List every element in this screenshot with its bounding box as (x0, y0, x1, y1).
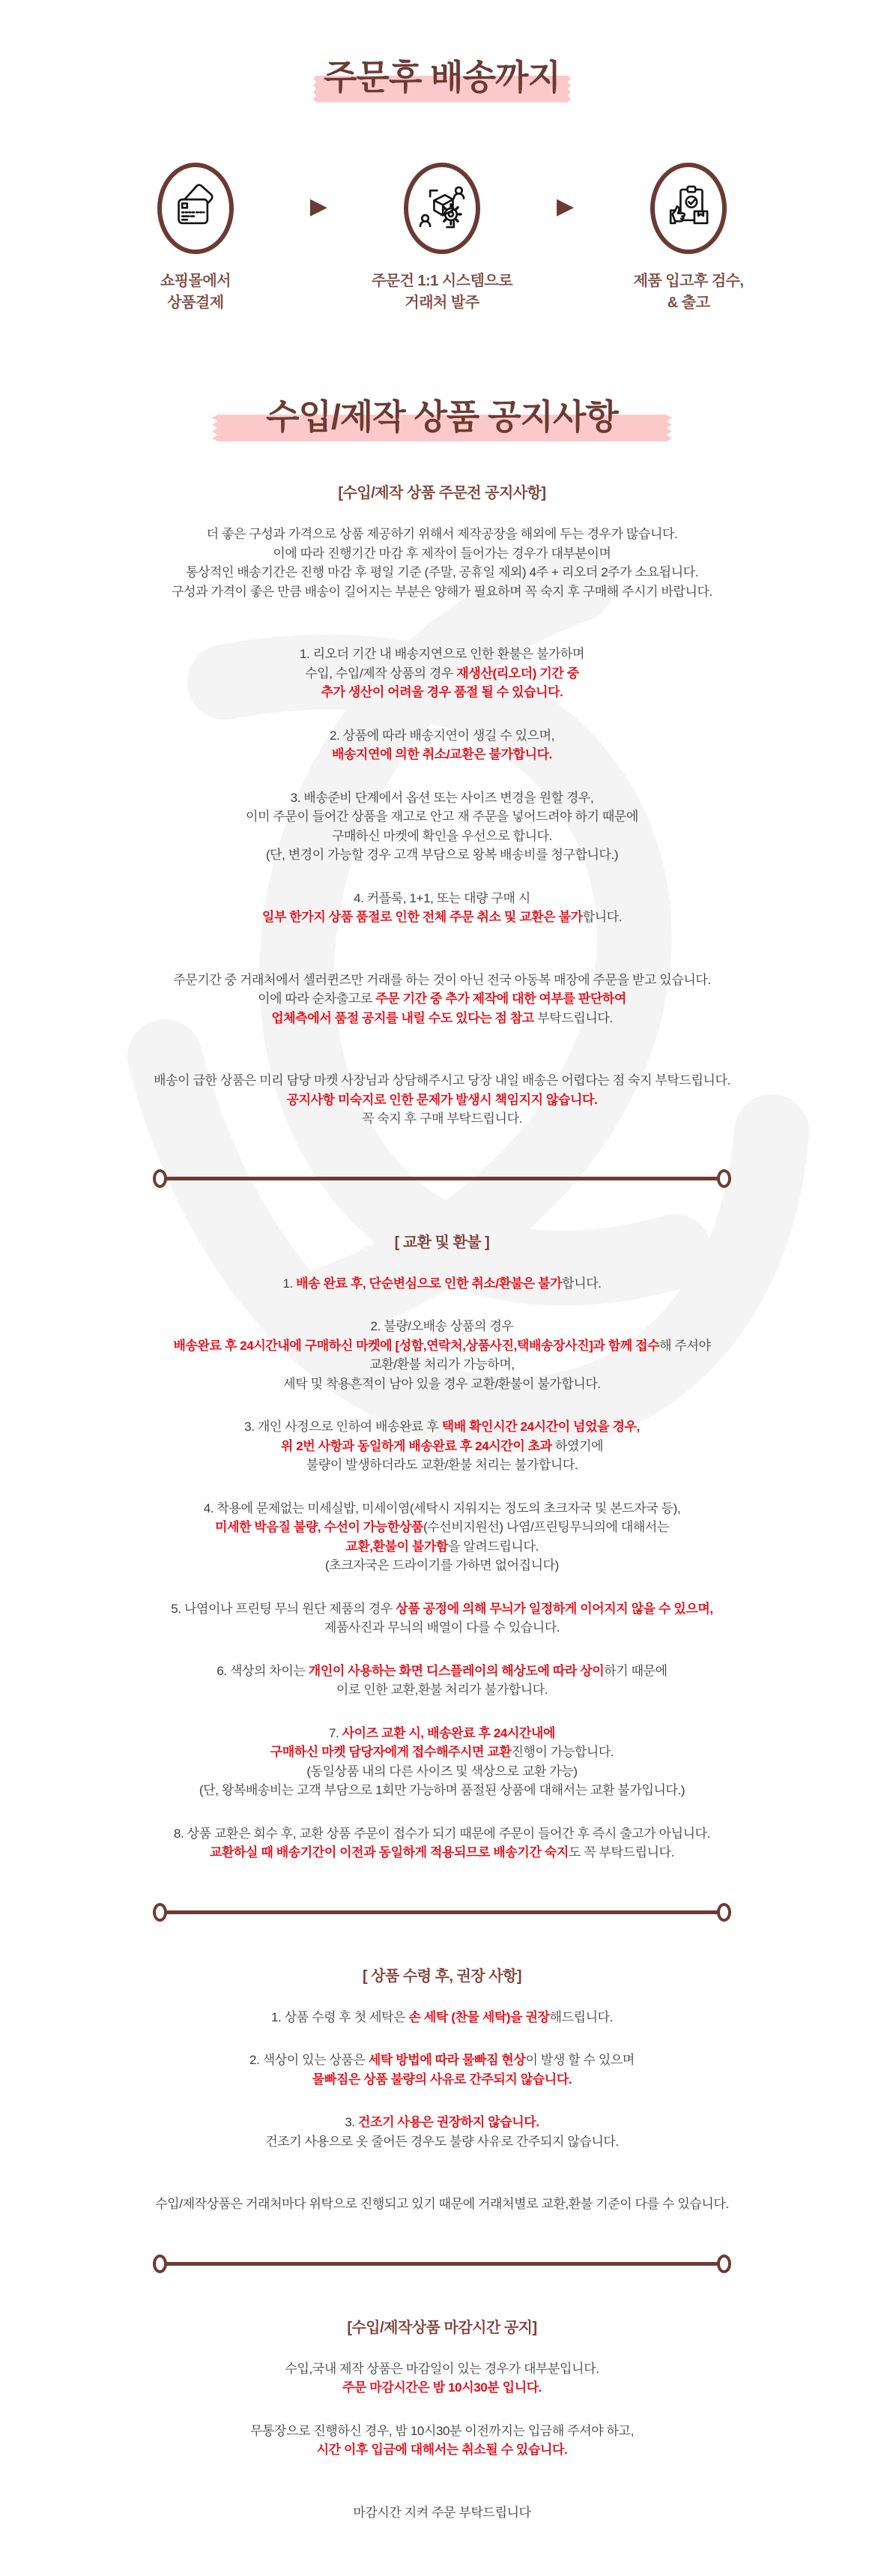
notice-text-segment: 2. 불량/오배송 상품의 경우 (370, 1319, 514, 1334)
notice-text-segment: (동일상품 내의 다른 사이즈 및 색상으로 교환 가능) (306, 1764, 578, 1779)
process-step-label-line: 주문건 1:1 시스템으로 (371, 272, 513, 289)
notice-line (105, 1499, 779, 1518)
notice-line (105, 2422, 779, 2441)
notice-text-segment: (초크자국은 드라이기를 가하면 없어집니다) (325, 1558, 559, 1573)
arrow-right-icon: ▶ (557, 193, 575, 219)
notice-text-segment: 교환하실 때 배송기간이 이전과 동일하게 적용되므로 배송기간 숙지 (209, 1845, 569, 1860)
notice-text-segment: 5. 나염이나 프린팅 무늬 원단 제품의 경우 (171, 1601, 396, 1616)
notice-title-row (67, 314, 817, 436)
notice-title (266, 398, 618, 436)
credit-card-icon (157, 163, 234, 254)
notice-text-segment: 진행이 가능합니다. (511, 1745, 614, 1760)
notice-text-segment: 하기 때문에 (604, 1663, 667, 1678)
notice-line (105, 2195, 779, 2214)
notice-text-segment: 손 세탁 (찬물 세탁)을 권장 (408, 2009, 550, 2024)
notice-text-segment: 사이즈 교환 시, 배송완료 후 24시간내에 (342, 1725, 556, 1740)
notice-text-segment: 개인이 사용하는 화면 디스플레이의 해상도에 따라 상이 (308, 1663, 605, 1678)
notice-line (105, 645, 779, 664)
notice-text-segment: 2. 상품에 따라 배송지연이 생길 수 있으며, (330, 728, 554, 743)
process-step-label (160, 271, 231, 314)
notice-text-segment: 8. 상품 교환은 회수 후, 교환 상품 주문이 접수가 되기 때문에 주문이 들어간 후 즉시 출고가 아닙니다. (173, 1826, 711, 1841)
notice-line (105, 1743, 779, 1762)
notice-paragraph (105, 788, 779, 865)
notice-text-segment: 수입, 수입/제작 상품의 경우 (305, 666, 457, 681)
section-heading: [수입/제작상품 마감시간 공지] (347, 2319, 537, 2336)
order-system-icon (404, 163, 480, 254)
notice-paragraph (105, 1499, 779, 1575)
notice-text-segment: 3. 배송준비 단계에서 옵션 또는 사이즈 변경을 원할 경우, (290, 790, 594, 805)
notice-line (105, 1537, 779, 1557)
notice-line (105, 726, 779, 746)
process-step-label (634, 271, 744, 314)
notice-line (105, 1556, 779, 1575)
notice-text-segment: 4. 착용에 문제없는 미세실밥, 미세이염(세탁시 지워지는 정도의 초크자국 및 본드자국 등), (203, 1500, 681, 1515)
divider-end-ring (153, 1903, 167, 1922)
notice-line (105, 1274, 779, 1294)
notice-line (105, 1091, 779, 1110)
notice-paragraph (105, 2051, 779, 2089)
divider-line (166, 2262, 718, 2266)
notice-text-segment: 시간 이후 입금에 대해서는 취소될 수 있습니다. (316, 2443, 568, 2458)
notice-text-segment: 1. 리오더 기간 내 배송지연으로 인한 환불은 불가하며 (299, 647, 585, 662)
notice-line (105, 2359, 779, 2379)
notice-text-segment: 통상적인 배송기간은 진행 마감 후 평일 기준 (주말, 공휴일 제외) 4주 + 리오더 2주가 소요됩니다. (185, 565, 699, 580)
notice-line (105, 525, 779, 544)
process-step-label (372, 271, 512, 314)
notice-text-segment: 구매하신 마켓에 확인을 우선으로 합니다. (332, 828, 552, 843)
divider-end-ring (153, 2254, 167, 2273)
notice-text-segment: 공지사항 미숙지로 인한 문제가 발생시 책임지지 않습니다. (286, 1092, 598, 1107)
notice-text-segment: 일부 한가지 상품 품절로 인한 전체 주문 취소 및 교환은 불가 (261, 910, 583, 925)
notice-paragraph (105, 2503, 779, 2523)
notice-line (105, 1375, 779, 1394)
notice-line (105, 1599, 779, 1619)
process-row (67, 163, 817, 314)
notice-text-segment: 하였기에 (555, 1438, 604, 1453)
notice-paragraph (105, 2195, 779, 2214)
notice-line (105, 807, 779, 827)
notice-text-segment: 이에 따라 진행기간 마감 후 제작이 들어가는 경우가 대부분이며 (273, 546, 611, 561)
notice-text-segment: 4. 커플룩, 1+1, 또는 대량 구매 시 (354, 890, 530, 905)
notice-line (105, 1437, 779, 1456)
notice-paragraph (105, 1599, 779, 1638)
notice-text-segment: 상품 공정에 의해 무늬가 일정하게 이어지지 않을 수 있으며, (396, 1601, 713, 1616)
section-heading: [수입/제작 상품 주문전 공지사항] (338, 485, 546, 502)
notice-line (105, 1762, 779, 1782)
inspection-icon (650, 163, 727, 254)
arrow-right-icon: ▶ (309, 193, 327, 219)
notice-text-segment: 무통장으로 진행하신 경우, 밤 10시30분 이전까지는 입금해 주셔야 하고, (249, 2423, 635, 2438)
notice-text-segment: 주문 마감시간은 밤 10시30분 입니다. (342, 2380, 542, 2395)
notice-text-segment: 주문 기간 중 추가 제작에 대한 여부를 판단하여 (375, 992, 626, 1007)
notice-text-segment: 1. 상품 수령 후 첫 세탁은 (271, 2009, 409, 2024)
notice-text-segment: 을 알려드립니다. (448, 1539, 539, 1554)
process-step-label-line: & 출고 (667, 294, 710, 311)
divider-end-ring (153, 1169, 167, 1188)
notice-paragraph (105, 889, 779, 927)
divider-end-ring (717, 2254, 731, 2273)
notice-line (105, 1618, 779, 1638)
process-step-label-line: 거래처 발주 (405, 294, 479, 311)
notice-paragraph (105, 1071, 779, 1129)
notice-line (105, 582, 779, 602)
process-step-label-line: 제품 입고후 검수, (633, 272, 744, 289)
main-title-row (67, 0, 817, 97)
notice-paragraph (105, 2113, 779, 2151)
notice-line (105, 1109, 779, 1129)
notice-line (105, 1724, 779, 1743)
notice-text-segment: 1. (282, 1276, 297, 1291)
notice-text-segment: 3. 개인 사정으로 인하여 배송완료 후 (244, 1420, 442, 1435)
notice-text-segment: 수입,국내 제작 상품은 마감일이 있는 경우가 대부분입니다. (285, 2361, 599, 2376)
notice-text-segment: 위 2번 사항과 동일하게 배송완료 후 24시간이 초과 (280, 1438, 556, 1453)
notice-paragraph (105, 1662, 779, 1700)
notice-text-segment: 배송지연에 의한 취소/교환은 불가합니다. (332, 747, 552, 762)
notice-title-text: 수입/제작 상품 공지사항 (266, 396, 618, 436)
notice-paragraph (105, 1317, 779, 1393)
notice-line (105, 989, 779, 1009)
notice-line (105, 664, 779, 684)
notice-line (105, 2378, 779, 2398)
notice-text-segment: 이로 인한 교환,환불 처리가 불가합니다. (336, 1683, 548, 1698)
section-heading: [ 상품 수령 후, 권장 사항] (362, 1967, 522, 1985)
notice-line (105, 1317, 779, 1336)
notice-paragraph (105, 1417, 779, 1475)
notice-text-segment: 교환,환불이 불가함 (345, 1539, 448, 1554)
main-title-text: 주문후 배송까지 (324, 58, 560, 97)
process-step (109, 163, 282, 314)
notice-line (105, 2440, 779, 2460)
notice-paragraph (105, 1824, 779, 1862)
notice-text-segment: 업체측에서 품절 공지를 내릴 수도 있다는 점 참고 (271, 1010, 538, 1025)
shipping-notice-page (67, 0, 817, 2520)
notice-text-segment: 해드립니다. (549, 2009, 613, 2024)
section-heading: [ 교환 및 환불 ] (394, 1234, 490, 1251)
notice-text-segment: 꼭 숙지 후 구매 부탁드립니다. (362, 1111, 522, 1126)
notice-line (105, 1456, 779, 1475)
notice-text-segment: 불량이 발생하더라도 교환/환불 처리는 불가합니다. (306, 1458, 578, 1473)
notice-text-segment: 세탁 및 착용흔적이 남아 있을 경우 교환/환불이 불가합니다. (283, 1376, 601, 1391)
notice-text-segment: (단, 왕복배송비는 고객 부담으로 1회만 가능하며 품절된 상품에 대해서는 교환 불가입니다.) (199, 1783, 685, 1798)
notice-line (105, 563, 779, 582)
notice-paragraph (105, 971, 779, 1028)
notice-line (105, 2132, 779, 2152)
notice-line (105, 1824, 779, 1844)
notice-text-segment: 수입/제작상품은 거래처마다 위탁으로 진행되고 있기 때문에 거래처별로 교환,환불 기준이 다를 수 있습니다. (155, 2197, 729, 2212)
notice-text-segment: 배송이 급한 상품은 미리 담당 마켓 사장님과 상담해주시고 당장 내일 배송은 어렵다는 점 숙지 부탁드립니다. (154, 1073, 730, 1088)
notice-content (67, 480, 817, 2576)
notice-paragraph (105, 525, 779, 601)
notice-text-segment: 이에 따라 순차출고로 (258, 992, 376, 1007)
notice-line (105, 1417, 779, 1437)
notice-text-segment: 해 주셔야 (659, 1338, 711, 1353)
notice-text-segment: 3. (345, 2115, 359, 2130)
notice-line (105, 1781, 779, 1800)
divider-line (166, 1177, 718, 1180)
notice-text-segment: 합니다. (582, 910, 623, 925)
notice-paragraph (105, 2008, 779, 2027)
section-divider (153, 2254, 731, 2273)
notice-text-segment: 추가 생산이 어려울 경우 품절 될 수 있습니다. (321, 685, 563, 700)
notice-text-segment: 구성과 가격이 좋은 만큼 배송이 길어지는 부분은 양해가 필요하며 꼭 숙지 후 구매해 주시기 바랍니다. (172, 584, 712, 599)
main-title (324, 58, 560, 97)
divider-end-ring (717, 1903, 731, 1922)
notice-text-segment: (수선비지원선) 나염/프린팅무늬의에 대해서는 (423, 1520, 669, 1535)
notice-line (105, 845, 779, 865)
notice-line (105, 889, 779, 908)
notice-text-segment: 7. (328, 1725, 342, 1740)
notice-text-segment: 교환/환불 처리가 가능하며, (369, 1357, 515, 1372)
notice-text-segment: 더 좋은 구성과 가격으로 상품 제공하기 위해서 제작공장을 해외에 두는 경우가 많습니다. (206, 527, 678, 542)
notice-text-segment: 건조기 사용으로 옷 줄어든 경우도 불량 사유로 간주되지 않습니다. (265, 2134, 619, 2149)
divider-end-ring (717, 1169, 731, 1188)
notice-line (105, 1336, 779, 1356)
notice-text-segment: 재생산(리오더) 기간 중 (456, 666, 579, 681)
notice-line (105, 1355, 779, 1375)
notice-line (105, 745, 779, 764)
notice-paragraph (105, 645, 779, 702)
section-divider (153, 1169, 731, 1188)
notice-line (105, 1680, 779, 1700)
notice-text-segment: 주문기간 중 거래처에서 셀러퀸즈만 거래를 하는 것이 아닌 전국 아동복 매장에 주문을 받고 있습니다. (173, 972, 711, 987)
notice-text-segment: 6. 색상의 차이는 (217, 1663, 309, 1678)
notice-text-segment: 미세한 박음질 불량, 수선이 가능한상품 (215, 1520, 424, 1535)
notice-paragraph (105, 726, 779, 764)
notice-line (105, 908, 779, 927)
section-divider (153, 1903, 731, 1922)
notice-text-segment: 마감시간 지켜 주문 부탁드립니다 (353, 2505, 531, 2520)
notice-text-segment: 물빠짐은 상품 불량의 사유로 간주되지 않습니다. (312, 2072, 572, 2087)
notice-text-segment: 세탁 방법에 따라 물빠짐 현상 (368, 2053, 526, 2068)
notice-paragraph (105, 2359, 779, 2398)
notice-line (105, 1071, 779, 1091)
process-step-label-line: 쇼핑몰에서 (160, 272, 231, 289)
process-step (602, 163, 775, 314)
notice-text-segment: 부탁드립니다. (537, 1010, 613, 1025)
notice-text-segment: 이 발생 할 수 있으며 (525, 2053, 635, 2068)
notice-text-segment: (단, 변경이 가능할 경우 고객 부담으로 왕복 배송비를 청구합니다.) (265, 848, 619, 863)
notice-text-segment: 2. 색상이 있는 상품은 (249, 2053, 369, 2068)
divider-line (166, 1910, 718, 1914)
notice-line (105, 1662, 779, 1681)
notice-text-segment: 이미 주문이 들어간 상품을 재고로 안고 재 주문을 넣어드려야 하기 때문에 (246, 809, 638, 824)
notice-line (105, 2008, 779, 2027)
notice-line (105, 2113, 779, 2132)
process-step-label-line: 상품결제 (167, 294, 224, 311)
notice-paragraph (105, 2422, 779, 2460)
notice-line (105, 971, 779, 990)
notice-text-segment: 합니다. (562, 1276, 602, 1291)
notice-line (105, 2070, 779, 2090)
notice-line (105, 827, 779, 846)
notice-line (105, 1518, 779, 1537)
notice-text-segment: 건조기 사용은 권장하지 않습니다. (358, 2115, 539, 2130)
notice-line (105, 788, 779, 808)
notice-line (105, 1843, 779, 1862)
notice-line (105, 2503, 779, 2523)
process-step (356, 163, 528, 314)
notice-line (105, 683, 779, 702)
notice-text-segment: 도 꼭 부탁드립니다. (568, 1845, 675, 1860)
notice-text-segment: 배송완료 후 24시간내에 구매하신 마켓에 [성함,연락처,상품사진,택배송장사진]과 함께 접수 (173, 1338, 660, 1353)
notice-line (105, 1009, 779, 1028)
notice-line (105, 544, 779, 564)
notice-text-segment: 배송 완료 후, 단순변심으로 인한 취소/환불은 불가 (296, 1276, 563, 1291)
notice-text-segment: 구매하신 마켓 담당자에게 접수해주시면 교환 (270, 1745, 512, 1760)
notice-paragraph (105, 1274, 779, 1294)
notice-text-segment: 택배 확인시간 24시간이 넘었을 경우, (441, 1420, 640, 1435)
notice-paragraph (105, 1724, 779, 1800)
notice-line (105, 2051, 779, 2070)
notice-text-segment: 제품사진과 무늬의 배열이 다를 수 있습니다. (324, 1620, 560, 1635)
